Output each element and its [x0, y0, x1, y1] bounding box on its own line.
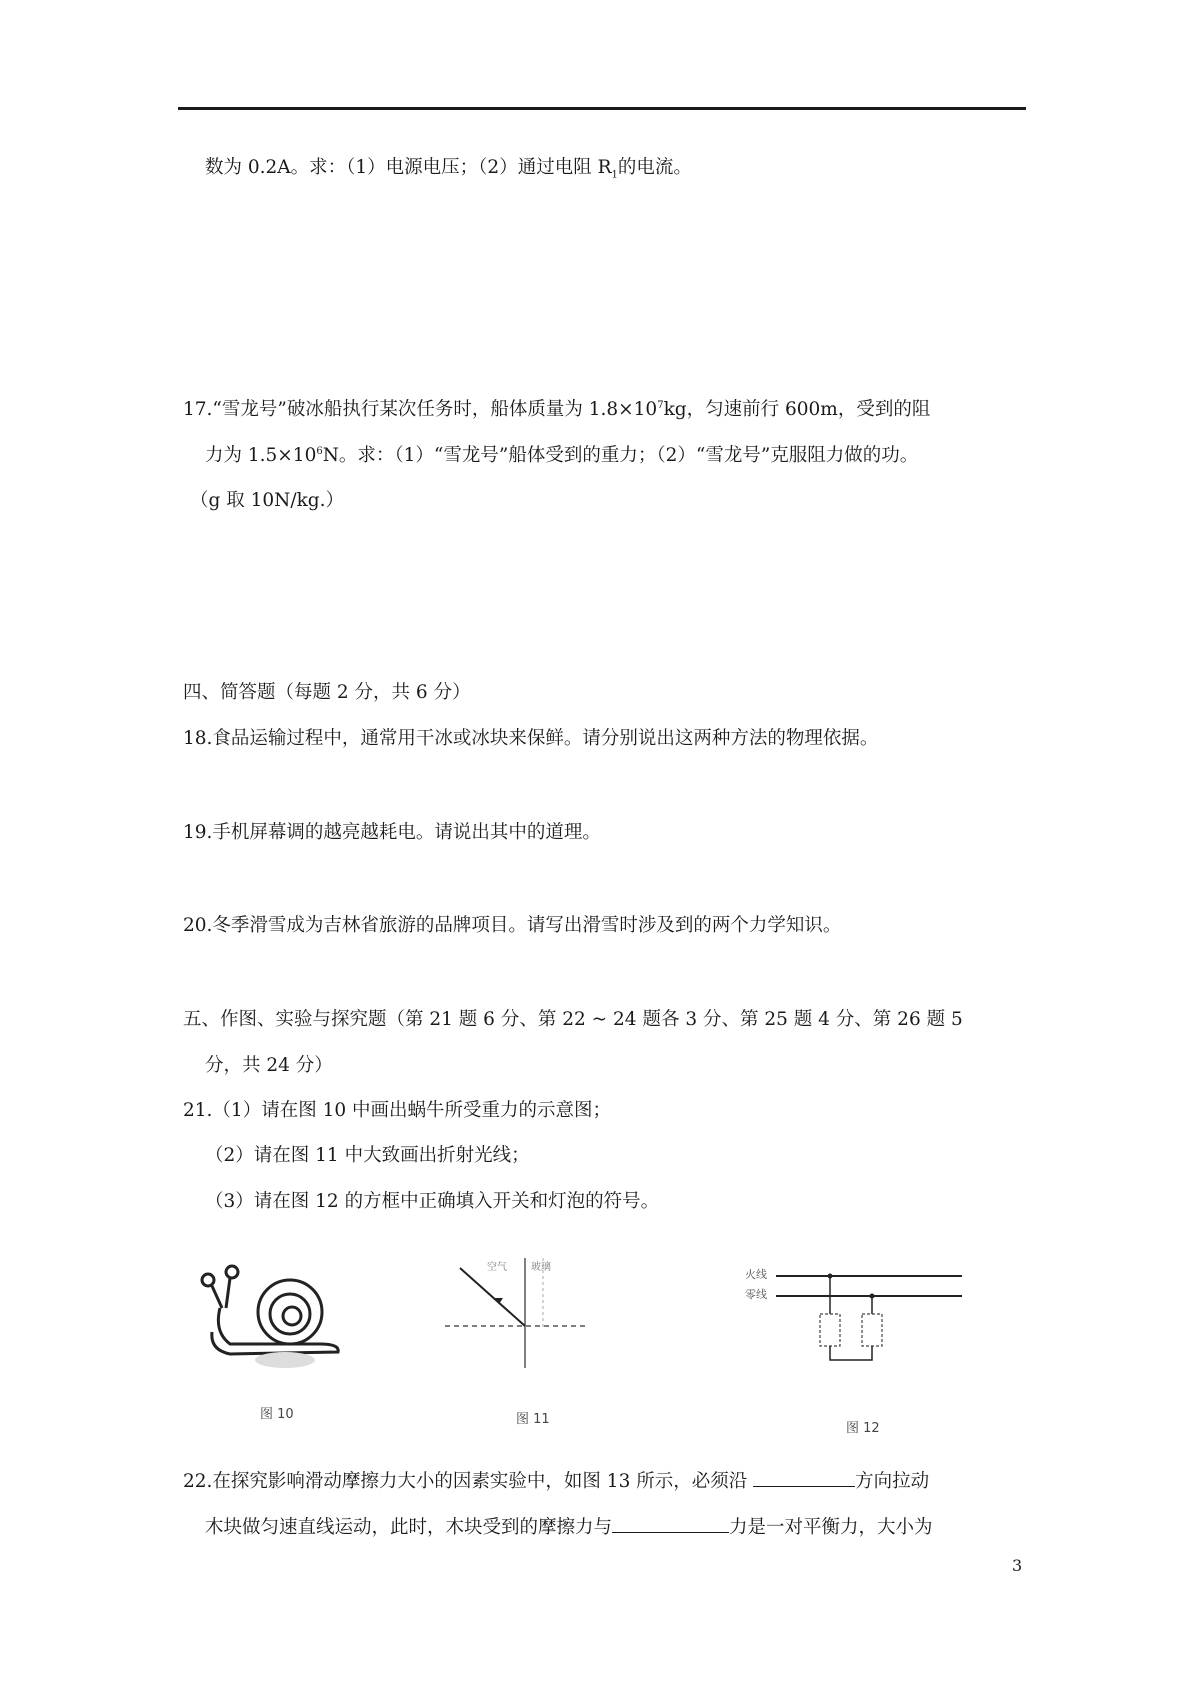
figure-12-circuit: [740, 1262, 970, 1382]
section5-heading-line2: 分，共 24 分）: [205, 1055, 333, 1076]
fig12-live-label: 火线: [745, 1268, 767, 1281]
figure-11-caption: 图 11: [516, 1412, 550, 1427]
figure-10-snail: [190, 1262, 360, 1372]
q19-text: 19.手机屏幕调的越亮越耗电。请说出其中的道理。: [183, 822, 601, 843]
fig12-neutral-label: 零线: [745, 1288, 767, 1301]
q22-line2: 木块做匀速直线运动，此时，木块受到的摩擦力与 力是一对平衡力，大小为: [205, 1512, 933, 1541]
q17-line1: 17.“雪龙号”破冰船执行某次任务时，船体质量为 $1.8\times 10^7kg$，匀速前行 600m，受到的阻: [183, 399, 931, 420]
q22-line1: 22.在探究影响滑动摩擦力大小的因素实验中，如图 13 所示，必须沿 方向拉动: [183, 1466, 929, 1495]
section4-heading: 四、简答题（每题 2 分，共 6 分）: [183, 682, 471, 703]
header-rule: [178, 107, 1026, 110]
section5-heading-line1: 五、作图、实验与探究题（第 21 题 6 分、第 22 ~ 24 题各 3 分、第 25 题 4 分、第 26 题 5: [183, 1009, 963, 1030]
q18-text: 18.食品运输过程中，通常用干冰或冰块来保鲜。请分别说出这两种方法的物理依据。: [183, 728, 879, 749]
figure-11-refraction: [445, 1258, 595, 1368]
fig11-air-label: 空气: [487, 1262, 507, 1273]
q21-part3: （3）请在图 12 的方框中正确填入开关和灯泡的符号。: [205, 1191, 660, 1212]
figure-10-caption: 图 10: [260, 1407, 294, 1422]
q17-line2: 力为 $1.5\times 10^6N$。求：（1）“雪龙号”船体受到的重力；（2）“雪龙号”克服阻力做的功。: [205, 445, 919, 466]
page-number: 3: [1012, 1556, 1023, 1575]
q22-blank-force[interactable]: [612, 1512, 729, 1533]
q21-part1: 21.（1）请在图 10 中画出蜗牛所受重力的示意图；: [183, 1100, 611, 1121]
q20-text: 20.冬季滑雪成为吉林省旅游的品牌项目。请写出滑雪时涉及到的两个力学知识。: [183, 915, 842, 936]
q16-continuation: 数为 0.2A。求：（1）电源电压；（2）通过电阻 $R_1$的电流。: [205, 157, 692, 181]
q17-line3: （g 取 10N/kg.）: [190, 490, 344, 511]
fig11-glass-label: 玻璃: [531, 1262, 551, 1273]
q21-part2: （2）请在图 11 中大致画出折射光线；: [205, 1145, 530, 1166]
q22-blank-direction[interactable]: [753, 1466, 855, 1487]
figure-12-caption: 图 12: [846, 1421, 880, 1436]
